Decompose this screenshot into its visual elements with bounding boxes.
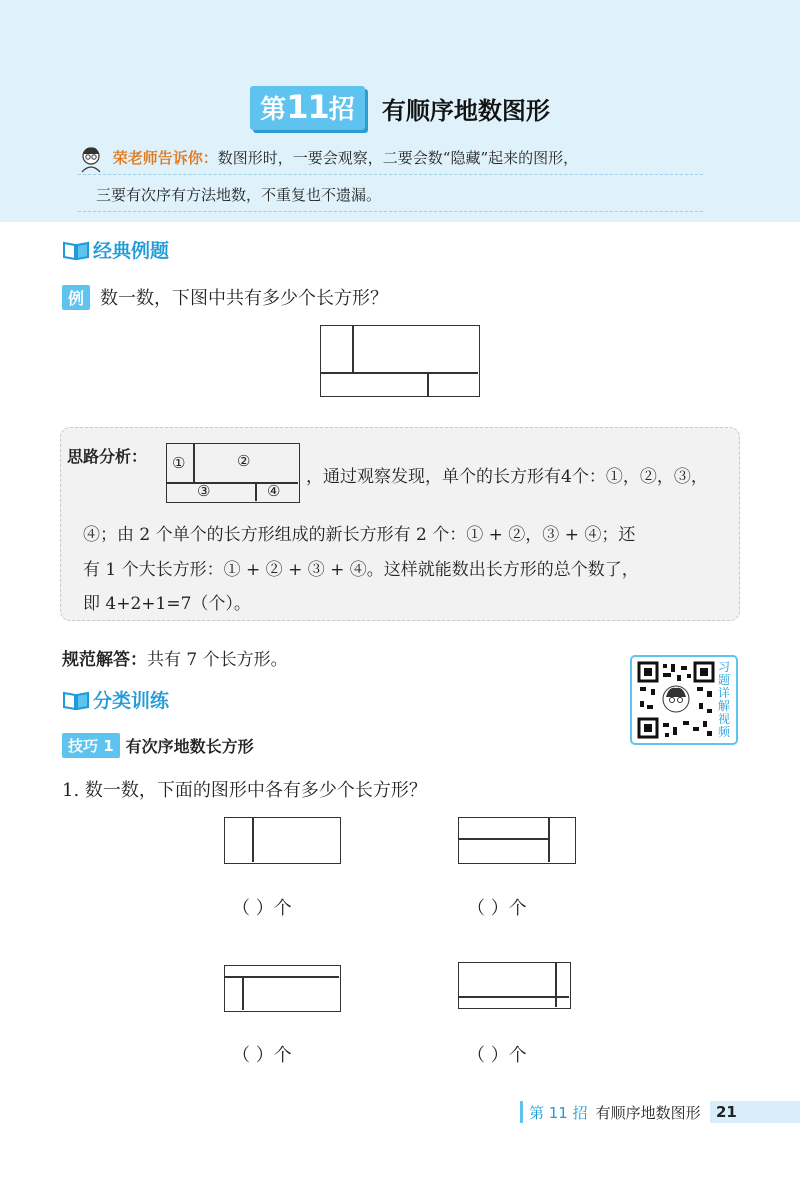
- answer-blank-d[interactable]: （ ）个: [467, 1045, 527, 1066]
- figure-line: [427, 372, 429, 396]
- skill-heading: [62, 733, 254, 758]
- figure-d: [458, 962, 571, 1009]
- qr-code-panel[interactable]: [630, 655, 738, 745]
- tip-line-1: [78, 138, 703, 175]
- figure-line: [255, 482, 257, 501]
- tip-text-1: 数图形时，一要会观察，二要会数“隐藏”起来的图形，: [217, 149, 579, 167]
- teacher-tip: [78, 138, 703, 212]
- answer-blank-c[interactable]: （ ）个: [232, 1045, 292, 1066]
- section-training-title: 分类训练: [93, 690, 170, 712]
- skill-title: 有次序地数长方形: [125, 737, 254, 756]
- section-example-heading: [62, 236, 169, 263]
- footer-title: 有顺序地数图形: [595, 1103, 701, 1122]
- analysis-line-4: 即 4+2+1=7（个）。: [83, 594, 251, 614]
- analysis-line-3: 有 1 个大长方形：① + ② + ③ + ④。这样就能数出长方形的总个数了，: [83, 560, 639, 580]
- answer: [62, 645, 288, 670]
- chapter-badge: 第11招: [250, 86, 365, 130]
- book-icon: [62, 690, 90, 710]
- tip-label: 荣老师告诉你：: [112, 149, 218, 167]
- answer-blank-b[interactable]: （ ）个: [467, 898, 527, 919]
- figure-line: [321, 372, 478, 374]
- analysis-line-1: ，通过观察发现，单个的长方形有4个：①，②，③，: [306, 467, 708, 487]
- page-title-row: [0, 86, 800, 130]
- region-label-3: ③: [197, 482, 211, 500]
- figure-line: [459, 996, 569, 998]
- page-title: 有顺序地数图形: [381, 96, 550, 125]
- example-question-text: 数一数，下图中共有多少个长方形？: [100, 288, 389, 309]
- footer-bar: [520, 1101, 523, 1123]
- region-label-4: ④: [267, 482, 281, 500]
- book-icon: [62, 240, 90, 260]
- figure-line: [548, 818, 550, 862]
- region-label-1: ①: [172, 454, 186, 472]
- qr-caption: 习题详解视频: [717, 660, 730, 739]
- teacher-icon: [78, 145, 104, 173]
- analysis-line-2: ④；由 2 个单个的长方形组成的新长方形有 2 个：① + ②，③ + ④；还: [83, 525, 636, 545]
- skill-badge: 技巧 1: [62, 733, 120, 758]
- page-number: 21: [710, 1101, 800, 1123]
- figure-line: [459, 838, 548, 840]
- figure-line: [555, 963, 557, 1007]
- question-1: 1. 数一数，下面的图形中各有多少个长方形？: [62, 780, 427, 801]
- analysis-figure: [166, 443, 300, 503]
- example-badge: 例: [62, 285, 90, 310]
- answer-label: 规范解答：: [62, 650, 147, 670]
- figure-a: [224, 817, 341, 864]
- analysis-box: [60, 427, 740, 621]
- qr-code-icon: [637, 661, 715, 739]
- page-footer: [520, 1101, 737, 1123]
- answer-blank-a[interactable]: （ ）个: [232, 898, 292, 919]
- figure-line: [352, 326, 354, 372]
- tip-line-2: [78, 175, 703, 212]
- figure-b: [458, 817, 576, 864]
- figure-c: [224, 965, 341, 1012]
- example-question: [62, 284, 388, 310]
- footer-chapter: 第 11 招: [529, 1103, 588, 1122]
- figure-line: [252, 818, 254, 862]
- section-example-title: 经典例题: [93, 240, 170, 262]
- analysis-label: 思路分析：: [67, 447, 148, 466]
- region-label-2: ②: [237, 452, 251, 470]
- figure-line: [242, 976, 244, 1010]
- section-training-heading: [62, 686, 169, 713]
- example-figure: [320, 325, 480, 397]
- figure-line: [193, 444, 195, 482]
- tip-text-2: 三要有次序有方法地数，不重复也不遗漏。: [96, 186, 382, 204]
- answer-text: 共有 7 个长方形。: [147, 650, 288, 670]
